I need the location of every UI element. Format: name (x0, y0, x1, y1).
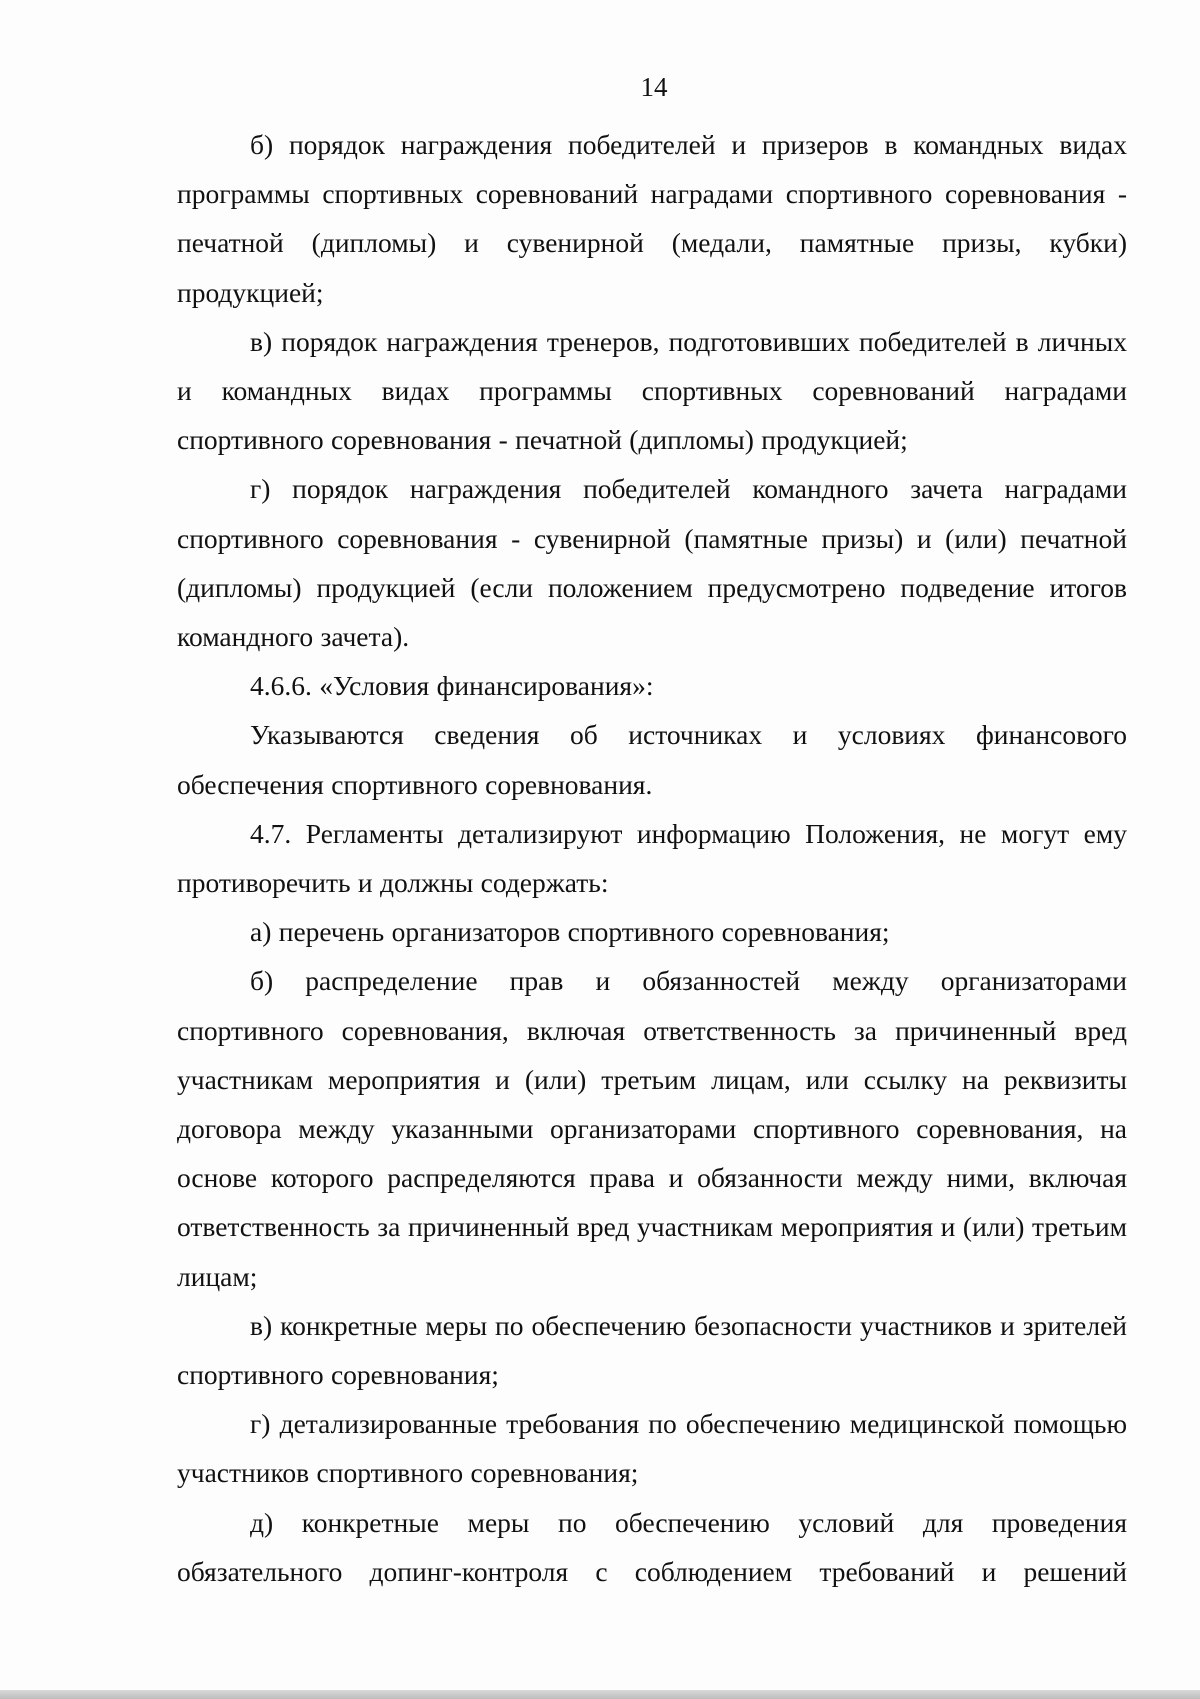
paragraph-award-coaches: в) порядок награждения тренеров, подготовивших победителей в личных и командных видах программы спортивных соревнований наградами спортивного соревнования - печатной (дипломы) продукцией; (177, 325, 1127, 456)
paragraph-financing-details: Указываются сведения об источниках и условиях финансового обеспечения спортивного соревнования. (177, 719, 1127, 800)
paragraph-award-team-winners: б) порядок награждения победителей и призеров в командных видах программы спортивных соревнований наградами спортивного соревнования - печатной (дипломы) и сувенирной (медали, памятные призы, кубки) продукцией; (177, 129, 1127, 308)
page-number: 14 (640, 72, 668, 102)
list-item-safety: в) конкретные меры по обеспечению безопасности участников и зрителей спортивного соревнования; (177, 1309, 1127, 1391)
paragraph-regulations-intro: 4.7. Регламенты детализируют информацию Положения, не могут ему противоречить и должны содержать: (177, 817, 1127, 899)
paragraph-award-team-standings: г) порядок награждения победителей командного зачета наградами спортивного соревнования - сувенирной (памятные призы) и (или) печатной (дипломы) продукцией (если положением предусмотрено подведение итогов командного зачета). (177, 473, 1127, 653)
document-body (177, 120, 1127, 1596)
list-item-rights-duties: б) распределение прав и обязанностей между организаторами спортивного соревнования, включая ответственность за причиненный вред участникам мероприятия и (или) третьим лицам, или ссылку на реквизиты договора между указанными организаторами спортивного соревнования, на основе которого распределяются права и обязанности между ними, включая ответственность за причиненный вред участникам мероприятия и (или) третьим лицам; (177, 965, 1127, 1292)
list-item-medical: г) детализированные требования по обеспечению медицинской помощью участников спортивного соревнования; (177, 1408, 1127, 1489)
list-item-doping-control: д) конкретные меры по обеспечению условий для проведения обязательного допинг-контроля с соблюдением требований и решений (177, 1506, 1127, 1587)
scan-bottom-edge (0, 1690, 1200, 1699)
list-item-organizers: а) перечень организаторов спортивного соревнования; (250, 916, 890, 948)
section-heading-financing: 4.6.6. «Условия финансирования»: (250, 670, 654, 702)
